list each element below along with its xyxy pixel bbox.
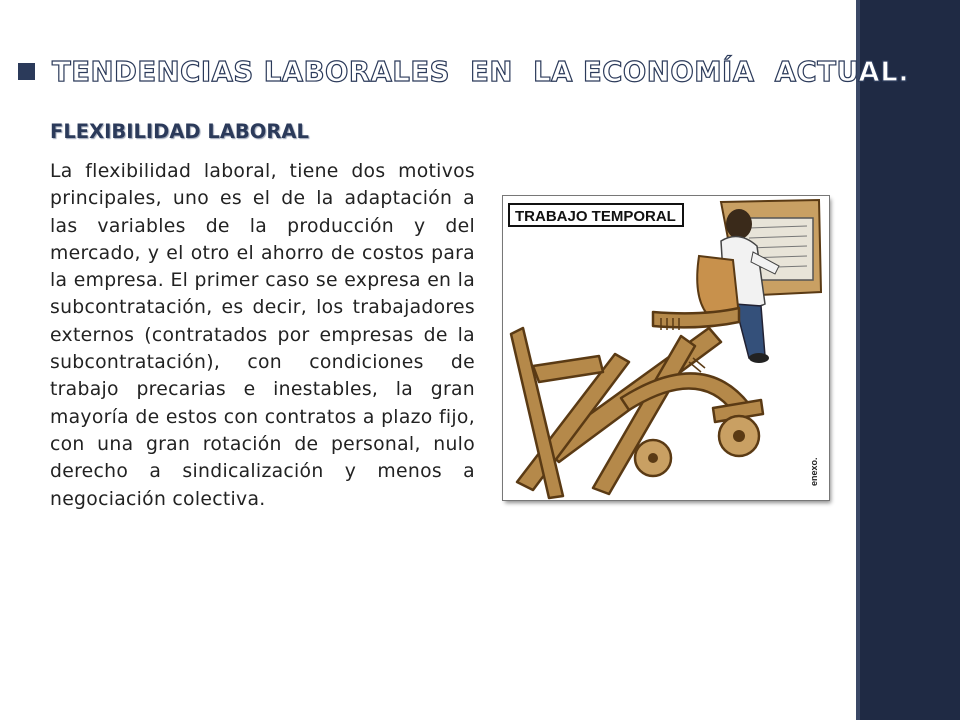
trabajo-temporal-cartoon <box>503 196 829 500</box>
slide-title: TENDENCIAS LABORALES EN LA ECONOMÍA ACTUAL. <box>52 56 910 88</box>
decorative-side-band <box>856 0 960 720</box>
body-paragraph: La flexibilidad laboral, tiene dos motivos principales, uno es el de la adaptación a las variables de la producción y del mercado, y el otro el ahorro de costos para la empresa. El primer caso se expresa en la subcontratación, es decir, los trabajadores externos (contratados por empresas de la subcontratación), con condiciones de trabajo precarias e inestables, la gran mayoría de estos con contratos a plazo fijo, con una gran rotación de personal, nulo derecho a sindicalización y menos a negociación colectiva. <box>50 161 475 510</box>
section-subtitle: FLEXIBILIDAD LABORAL <box>50 120 309 143</box>
cartoon-illustration <box>503 196 829 500</box>
cartoon-signature: enexo. <box>809 457 819 486</box>
cartoon-caption: TRABAJO TEMPORAL <box>515 208 676 225</box>
title-bullet-square <box>18 63 35 80</box>
